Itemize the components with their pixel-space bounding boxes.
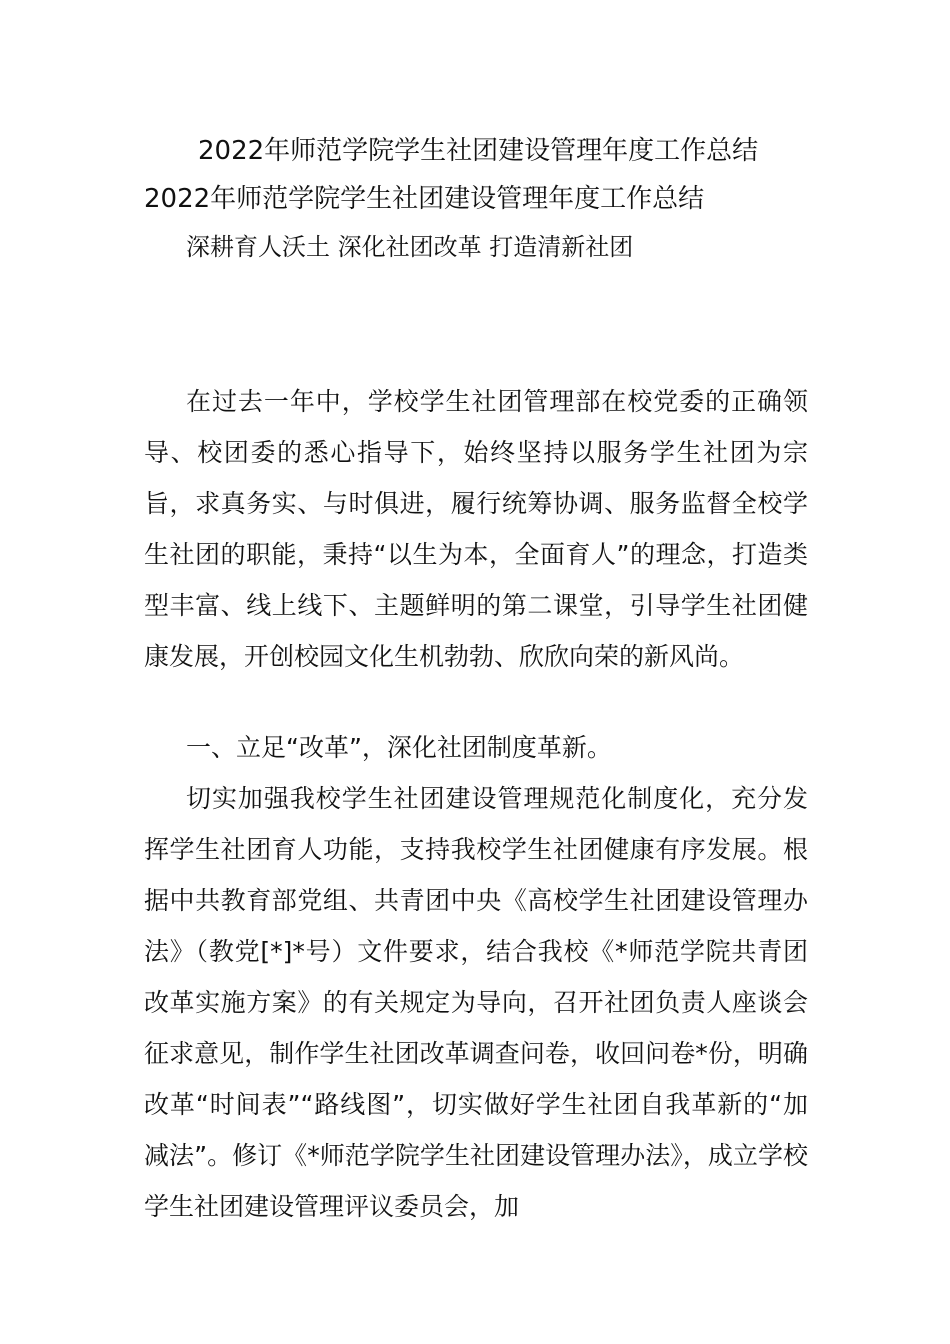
paragraph-section-1: 切实加强我校学生社团建设管理规范化制度化，充分发挥学生社团育人功能，支持我校学生社团健康有序发展。根据中共教育部党组、共青团中央《高校学生社团建设管理办法》（教党[*]*号）文件要求，结合我校《*师范学院共青团改革实施方案》的有关规定为导向，召开社团负责人座谈会征求意见，制作学生社团改革调查问卷，收回问卷*份，明确改革“时间表”“路线图”，切实做好学生社团自我革新的“加减法”。修订《*师范学院学生社团建设管理办法》，成立学校学生社团建设管理评议委员会，加: [144, 784, 808, 1221]
document-subtitle: 深耕育人沃土 深化社团改革 打造清新社团: [186, 233, 634, 261]
paragraph-intro: 在过去一年中，学校学生社团管理部在校党委的正确领导、校团委的悉心指导下，始终坚持以服务学生社团为宗旨，求真务实、与时俱进，履行统筹协调、服务监督全校学生社团的职能，秉持“以生为本，全面育人”的理念，打造类型丰富、线上线下、主题鲜明的第二课堂，引导学生社团健康发展，开创校园文化生机勃勃、欣欣向荣的新风尚。: [144, 387, 808, 671]
section-heading-1: 一、立足“改革”，深化社团制度革新。: [186, 733, 612, 762]
document-title: 2022年师范学院学生社团建设管理年度工作总结: [198, 136, 759, 166]
document-title-repeat: 2022年师范学院学生社团建设管理年度工作总结: [144, 184, 705, 214]
